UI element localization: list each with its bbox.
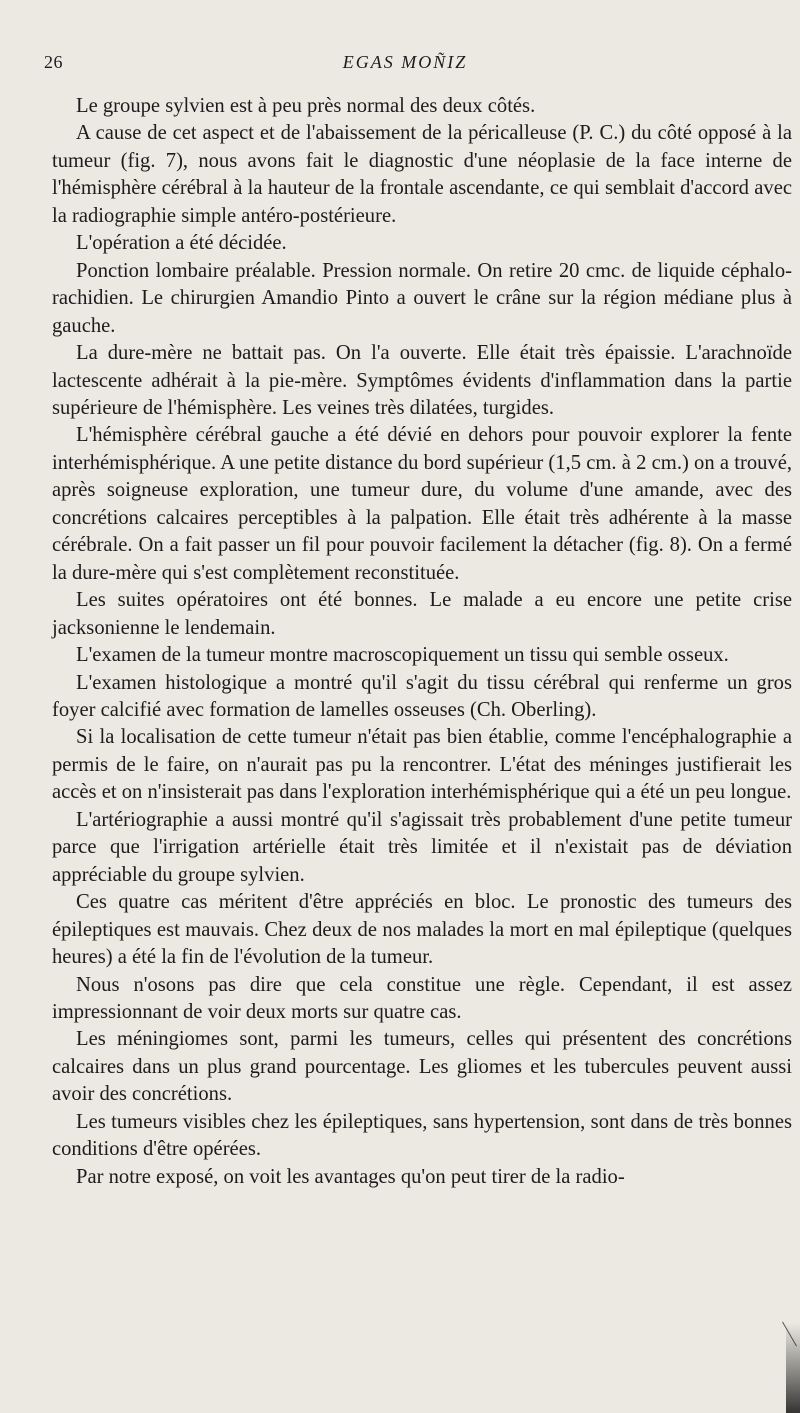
paragraph: L'examen de la tumeur montre macroscopiquement un tissu qui semble osseux. [76,644,729,667]
paragraph: L'opération a été décidée. [76,232,287,255]
page-number: 26 [44,52,63,72]
paragraph: Ces quatre cas méritent d'être appréciés en bloc. Le pronostic des tumeurs des épileptiques est mauvais. Chez deux de nos malades la mort en mal épileptique (quelques heures) a été la fin de l'évolution de la tumeur. [52,891,792,969]
paragraph: Les tumeurs visibles chez les épileptiques, sans hypertension, sont dans de très bonnes conditions d'être opérées. [52,1110,792,1161]
scan-artifact-edge [786,1323,800,1413]
paragraph: Le groupe sylvien est à peu près normal des deux côtés. [76,95,536,117]
paragraph: Nous n'osons pas dire que cela constitue une règle. Cependant, il est assez impressionnant de voir deux morts sur quatre cas. [52,973,792,1023]
running-title: EGAS MOÑIZ [342,52,468,72]
paragraph: L'hémisphère cérébral gauche a été dévié en dehors pour pouvoir explorer la fente interhémisphérique. A une petite distance du bord supérieur (1,5 cm. à 2 cm.) on a trouvé, après soigneuse exploration, une tumeur dure, du volume d'une amande, avec des concrétions calcaires perceptibles à la palpation. Elle était très adhérente à la masse cérébrale. On a fait passer un fil pour pouvoir facilement la détacher (fig. 8). On a fermé la dure-mère qui s'est complètement reconstituée. [52,424,792,584]
paragraph: A cause de cet aspect et de l'abaissement de la péricalleuse (P. C.) du côté opposé à la tumeur (fig. 7), nous avons fait le diagnostic d'une néoplasie de la face interne de l'hémisphère cérébral à la hauteur de la frontale ascendante, ce qui semblait d'accord avec la radiographie simple antéro-postérieure. [52,122,792,227]
paragraph: Les suites opératoires ont été bonnes. Le malade a eu encore une petite crise jacksonienne le lendemain. [52,589,792,639]
paragraph: Si la localisation de cette tumeur n'était pas bien établie, comme l'encéphalographie a permis de le faire, on n'aurait pas pu la rencontrer. L'état des méninges justifierait les accès et on n'insisterait pas dans l'exploration interhémisphérique qui a été un peu longue. [52,726,792,804]
paragraph: L'examen histologique a montré qu'il s'agit du tissu cérébral qui renferme un gros foyer calcifié avec formation de lamelles osseuses (Ch. Oberling). [52,671,792,721]
paragraph: Par notre exposé, on voit les avantages qu'on peut tirer de la radio- [76,1165,625,1188]
body-text [52,93,792,1191]
paragraph: Ponction lombaire préalable. Pression normale. On retire 20 cmc. de liquide céphalo-rachidien. Le chirurgien Amandio Pinto a ouvert le crâne sur la région médiane plus à gauche. [52,259,792,337]
page-header [0,52,800,76]
paragraph: Les méningiomes sont, parmi les tumeurs, celles qui présentent des concrétions calcaires dans un plus grand pourcentage. Les gliomes et les tubercules peuvent aussi avoir des concrétions. [52,1028,792,1106]
paragraph: L'artériographie a aussi montré qu'il s'agissait très probablement d'une petite tumeur parce que l'irrigation artérielle était très limitée et il n'existait pas de déviation appréciable du groupe sylvien. [52,808,792,886]
paragraph: La dure-mère ne battait pas. On l'a ouverte. Elle était très épaissie. L'arachnoïde lactescente adhérait à la pie-mère. Symptômes évidents d'inflammation dans la partie supérieure de l'hémisphère. Les veines très dilatées, turgides. [52,342,792,419]
